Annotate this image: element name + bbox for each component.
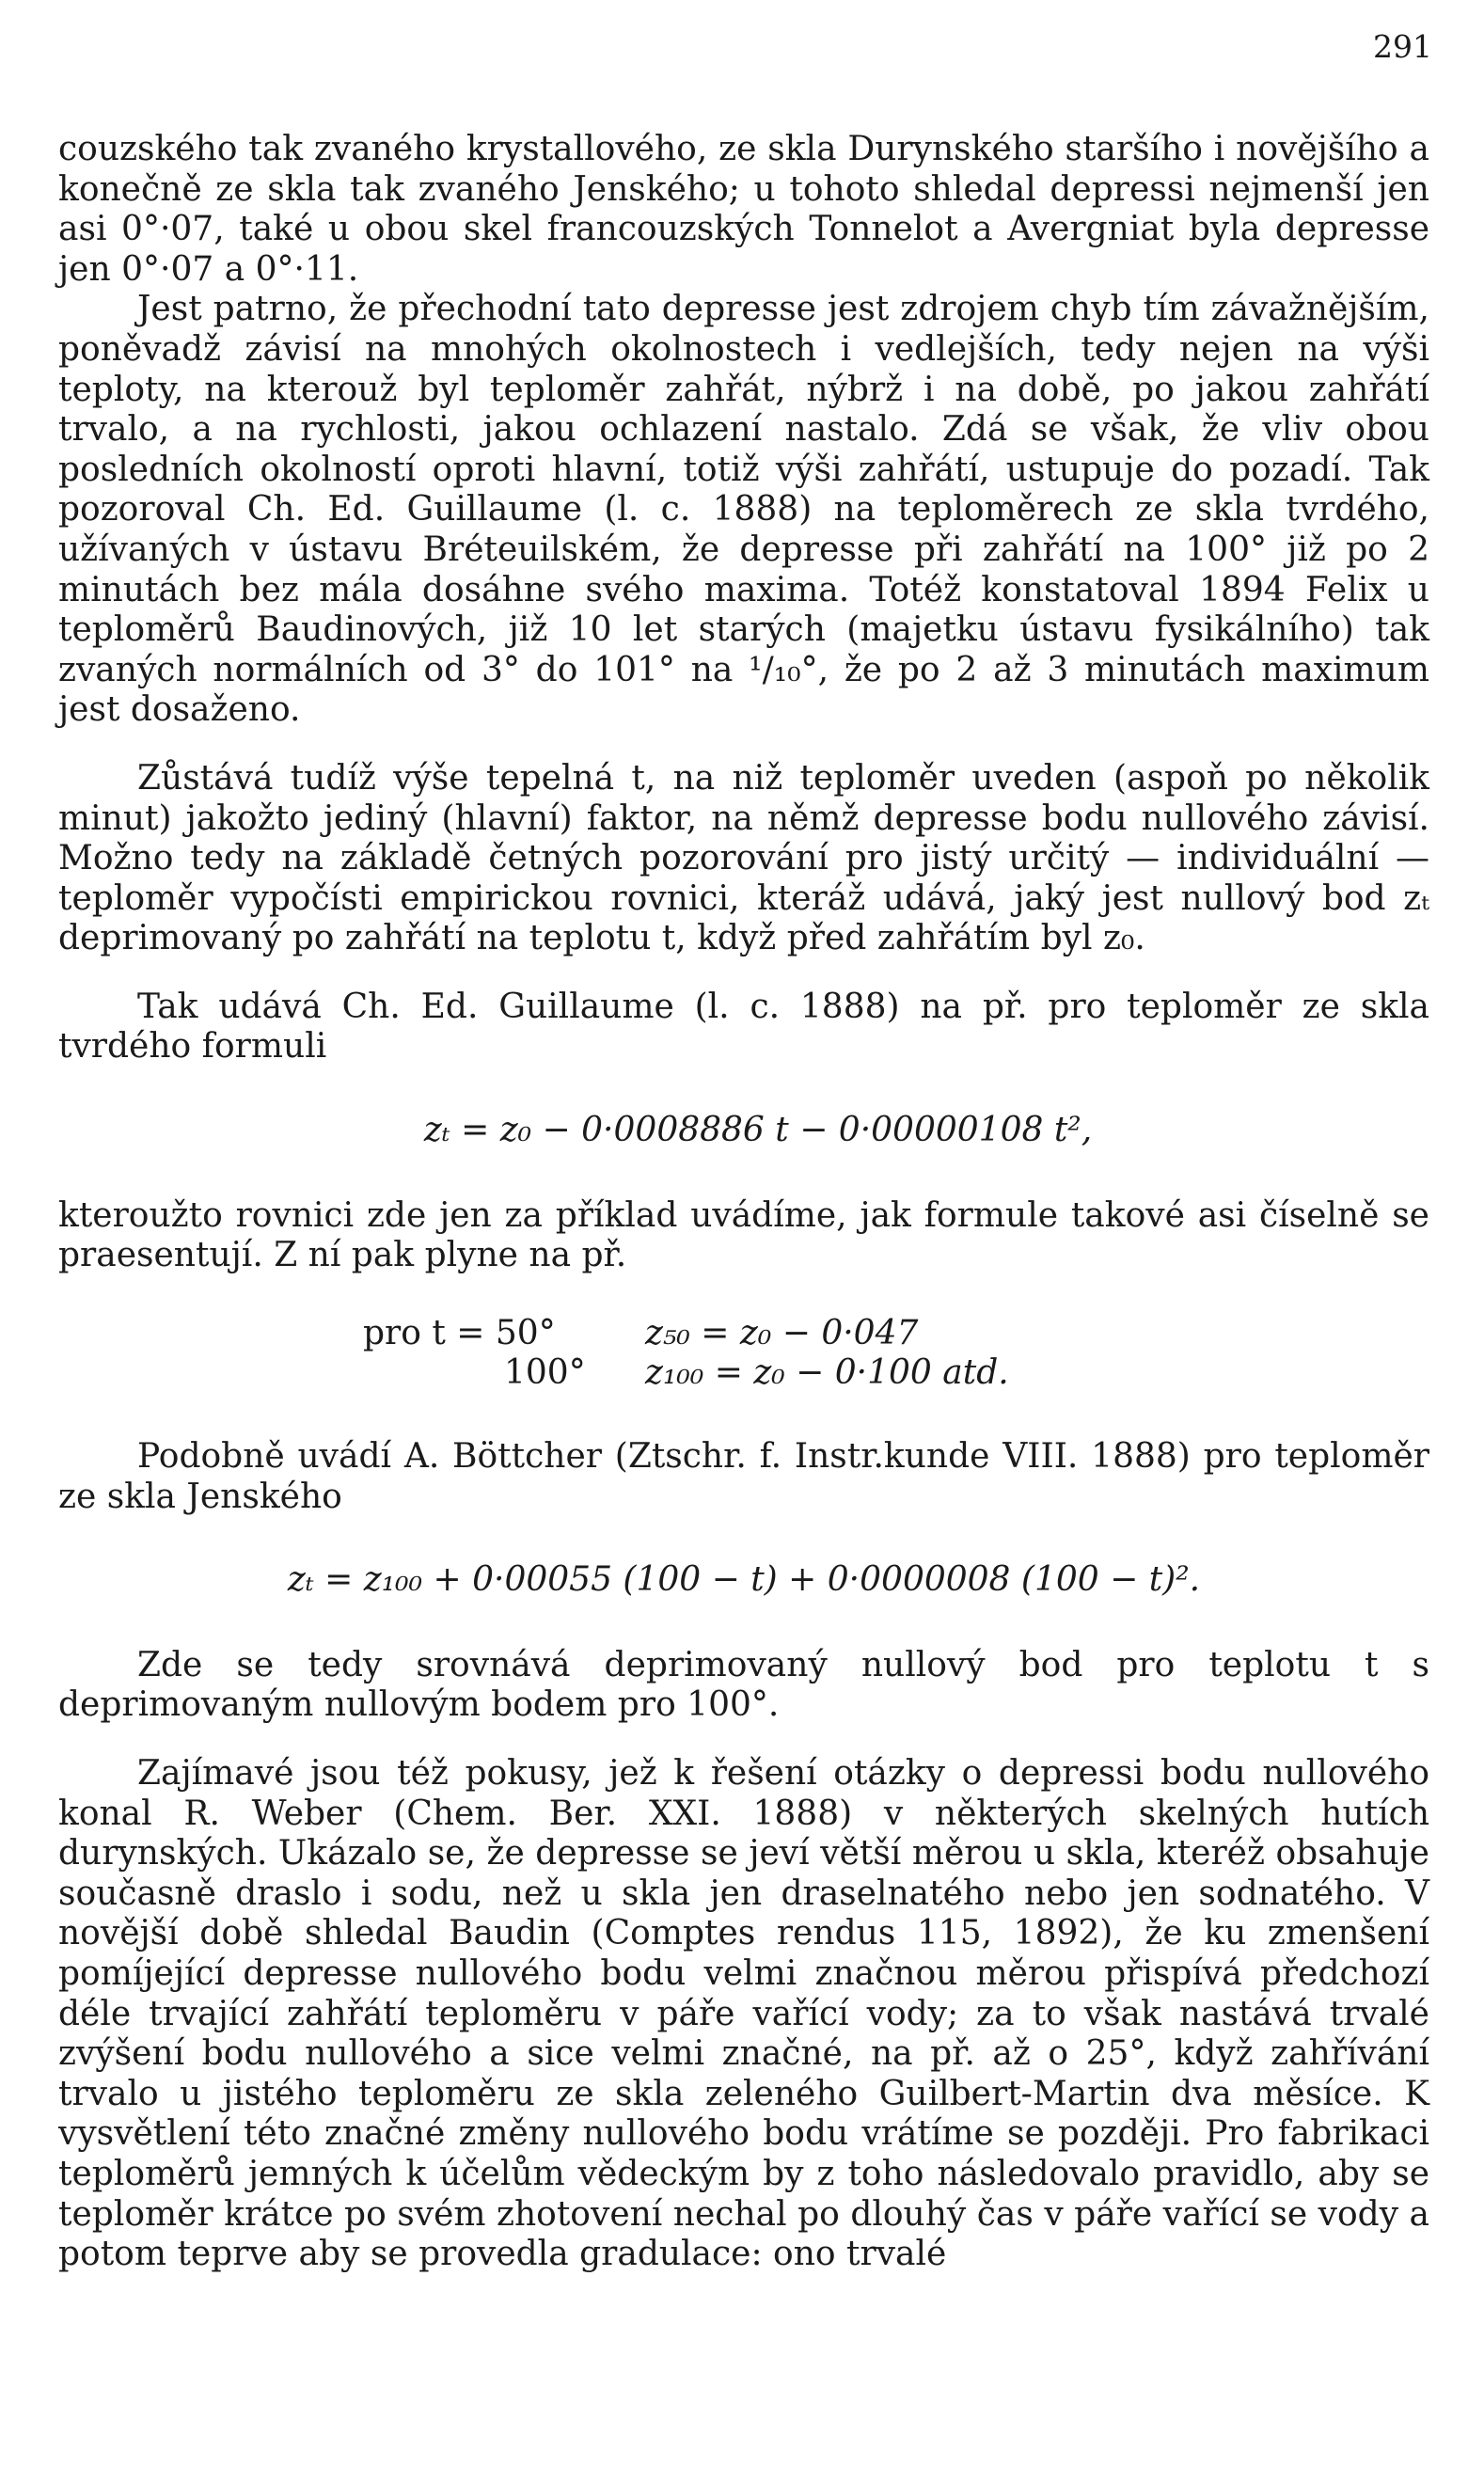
page-number: 291	[1373, 28, 1432, 65]
paragraph-temperature-factor: Zůstává tudíž výše tepelná t, na niž teploměr uveden (aspoň po několik minut) jakožto jediný (hlavní) faktor, na němž depresse bodu nullového závisí. Možno tedy na základě četných pozorování pro jistý určitý — individuální — teploměr vypočísti empirickou rovnici, kteráž udává, jaký jest nullový bod zₜ deprimovaný po zahřátí na teplotu t, když před zahřátím byl z₀.	[58, 758, 1429, 958]
equation-guillaume: zₜ = z₀ − 0·0008886 t − 0·00000108 t²,	[423, 1111, 1093, 1150]
paragraph-continuation: couzského tak zvaného krystallového, ze skla Durynského staršího i novějšího a konečně ze skla tak zvaného Jenského; u tohoto shledal depressi nejmenší jen asi 0°·07, také u obou skel francouzských Tonnelot a Avergniat byla depresse jen 0°·07 a 0°·11.	[58, 130, 1429, 289]
example-row	[363, 1314, 1429, 1354]
body-text	[58, 130, 1429, 2275]
paragraph-formula-note: kteroužto rovnici zde jen za příklad uvádíme, jak formule takové asi číselně se praesentují. Z ní pak plyne na př.	[58, 1195, 1429, 1275]
equation-boettcher: zₜ = z₁₀₀ + 0·00055 (100 − t) + 0·0000008 (100 − t)².	[287, 1560, 1201, 1600]
example-left: pro t = 50°	[363, 1313, 556, 1352]
paragraph-comparison: Zde se tedy srovnává deprimovaný nullový bod pro teplotu t s deprimovaným nullovým bodem pro 100°.	[58, 1645, 1429, 1725]
example-left: 100°	[504, 1353, 586, 1393]
examples-table	[363, 1314, 1429, 1394]
paragraph-guillaume-formula-intro: Tak udává Ch. Ed. Guillaume (l. c. 1888) na př. pro teploměr ze skla tvrdého formuli	[58, 987, 1429, 1067]
paragraph-boettcher-intro: Podobně uvádí A. Böttcher (Ztschr. f. Instr.kunde VIII. 1888) pro teploměr ze skla Jenského	[58, 1437, 1429, 1516]
paragraph-weber-baudin: Zajímavé jsou též pokusy, jež k řešení otázky o depressi bodu nullového konal R. Weber (Chem. Ber. XXI. 1888) v některých skelných hutích durynských. Ukázalo se, že depresse se jeví větší měrou u skla, kteréž obsahuje současně draslo i sodu, než u skla jen draselnatého nebo jen sodnatého. V novější době shledal Baudin (Comptes rendus 115, 1892), že ku zmenšení pomíjející depresse nullového bodu velmi značnou měrou přispívá předchozí déle trvající zahřátí teploměru v páře vařící vody; za to však nastává trvalé zvýšení bodu nullového a sice velmi značné, na př. až o 25°, když zahřívání trvalo u jistého teploměru ze skla zeleného Guilbert-Martin dva měsíce. K vysvětlení této značné změny nullového bodu vrátíme se později. Pro fabrikaci teploměrů jemných k účelům vědeckým by z toho následovalo pravidlo, aby se teploměr krátce po svém zhotovení nechal po dlouhý čas v páře vařící se vody a potom teprve aby se provedla gradulace: ono trvalé	[58, 1754, 1429, 2274]
example-right: z₅₀ = z₀ − 0·047	[645, 1313, 919, 1352]
example-right: z₁₀₀ = z₀ − 0·100 atd.	[645, 1353, 1009, 1393]
paragraph-depression-errors: Jest patrno, že přechodní tato depresse jest zdrojem chyb tím závažnějším, poněvadž závisí na mnohých okolnostech i vedlejších, tedy nejen na výši teploty, na kterouž byl teploměr zahřát, nýbrž i na době, po jakou zahřátí trvalo, a na rychlosti, jakou ochlazení nastalo. Zdá se však, že vliv obou posledních okolností oproti hlavní, totiž výši zahřátí, ustupuje do pozadí. Tak pozoroval Ch. Ed. Guillaume (l. c. 1888) na teploměrech ze skla tvrdého, užívaných v ústavu Bréteuilském, že depresse při zahřátí na 100° již po 2 minutách bez mála dosáhne svého maxima. Totéž konstatoval 1894 Felix u teploměrů Baudinových, již 10 let starých (majetku ústavu fysikálního) tak zvaných normálních od 3° do 101° na ¹/₁₀°, že po 2 až 3 minutách maximum jest dosaženo.	[58, 290, 1429, 730]
example-row	[363, 1353, 1429, 1394]
